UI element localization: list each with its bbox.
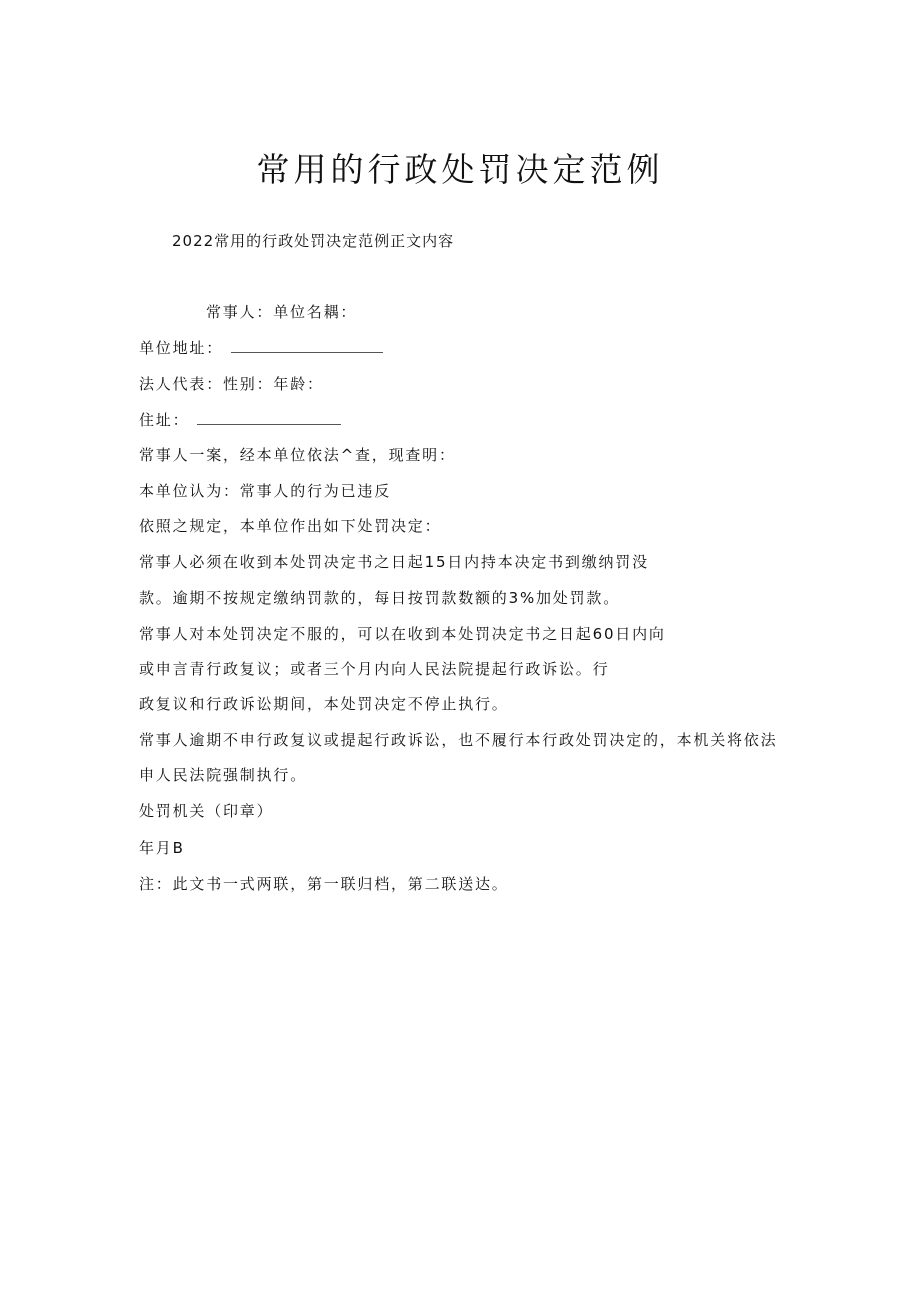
authority-line: 处罚机关（印章） <box>139 802 274 820</box>
residence-blank <box>197 410 341 425</box>
payment-line-2: 款。逾期不按规定缴纳罚款的，每日按罚款数额的3%加处罚款。 <box>139 589 620 607</box>
appeal-line-3: 政复议和行政诉讼期间，本处罚决定不停止执行。 <box>139 695 509 713</box>
unit-address-line <box>139 336 383 360</box>
appeal-line-1: 常事人对本处罚决定不服的，可以在收到本处罚决定书之日起60日内向 <box>139 625 666 643</box>
party-unit-name-label: 常事人：单位名耦： <box>206 303 358 321</box>
note-line: 注：此文书一式两联，第一联归档，第二联送达。 <box>139 875 509 893</box>
enforcement-line-1: 常事人逾期不申行政复议或提起行政诉讼，也不履行本行政处罚决定的，本机关将依法 <box>139 731 778 749</box>
party-unit-name-line <box>206 300 357 324</box>
appeal-line-2: 或申言青行政复议；或者三个月内向人民法院提起行政诉讼。行 <box>139 660 610 678</box>
residence-label: 住址： <box>139 411 190 429</box>
enforcement-line-2: 申人民法院强制执行。 <box>139 766 308 784</box>
unit-address-label: 单位地址： <box>139 339 224 357</box>
case-found-line: 常事人一案，经本单位依法^查，现查明： <box>139 446 456 464</box>
legal-rep-line: 法人代表：性别：年龄： <box>139 375 324 393</box>
document-title: 常用的行政处罚决定范例 <box>256 150 664 189</box>
violation-line: 本单位认为：常事人的行为已违反 <box>139 482 392 500</box>
decision-intro-line: 依照之规定，本单位作出如下处罚决定： <box>139 517 442 535</box>
date-line: 年月B <box>139 839 185 857</box>
payment-line-1: 常事人必须在收到本处罚决定书之日起15日内持本决定书到缴纳罚没 <box>139 553 649 571</box>
residence-line <box>139 408 341 432</box>
document-subtitle: 2022常用的行政处罚决定范例正文内容 <box>172 232 455 250</box>
unit-address-blank <box>231 338 383 353</box>
